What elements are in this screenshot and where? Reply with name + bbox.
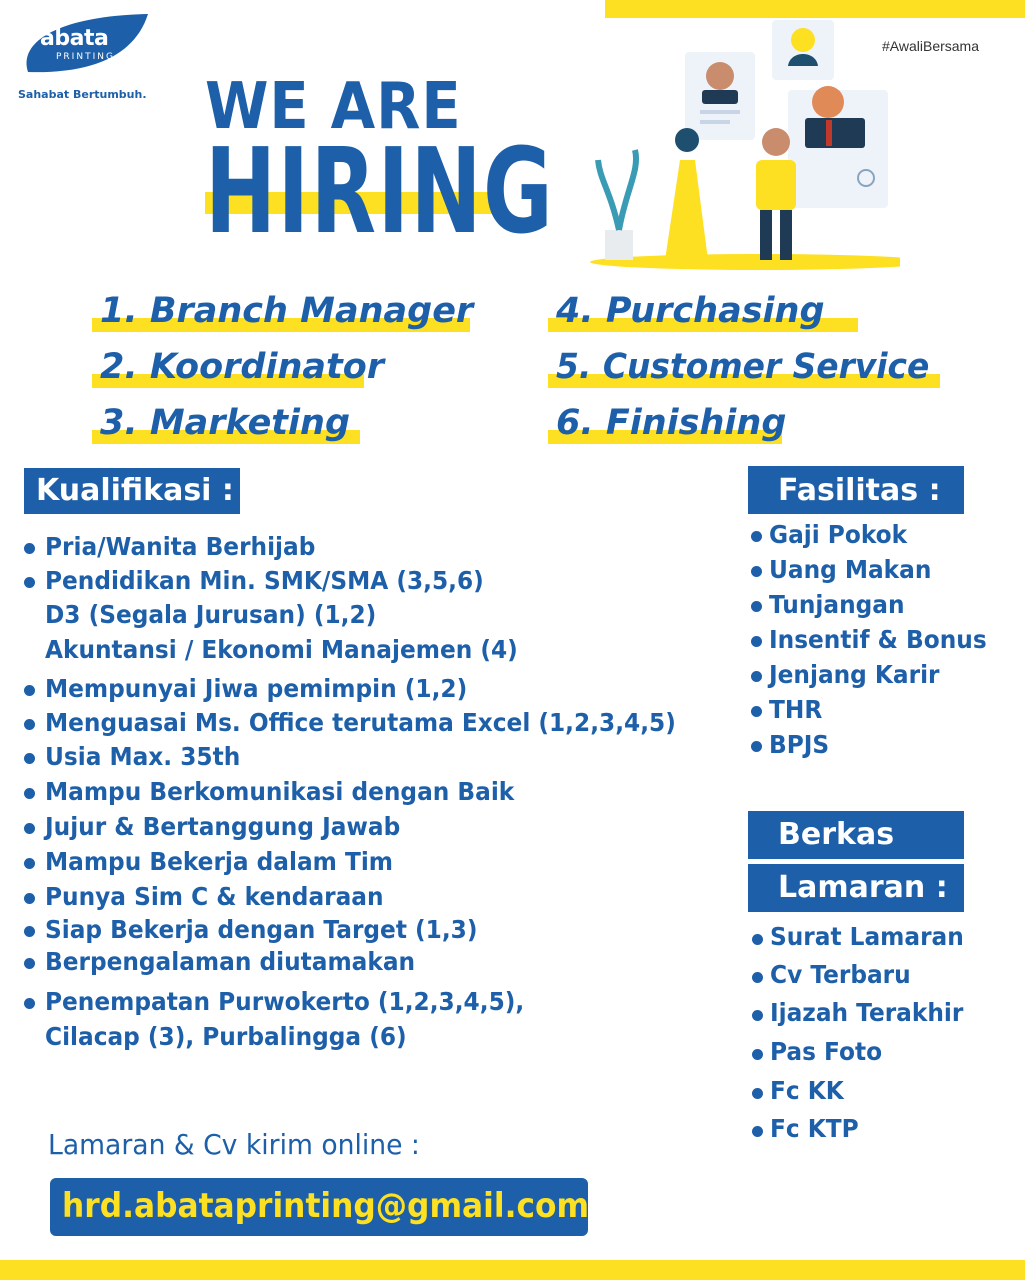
- bullet-icon: [751, 671, 762, 682]
- berkas-item: Fc KK: [770, 1076, 844, 1105]
- send-online-label: Lamaran & Cv kirim online :: [48, 1128, 420, 1161]
- bullet-icon: [24, 788, 35, 799]
- berkas-title-line2: Lamaran :: [778, 870, 948, 905]
- fasilitas-item: Tunjangan: [769, 590, 905, 619]
- bullet-icon: [24, 543, 35, 554]
- fasilitas-item: Uang Makan: [769, 555, 932, 584]
- bullet-icon: [24, 823, 35, 834]
- kualifikasi-item: Punya Sim C & kendaraan: [45, 882, 384, 911]
- headline-hiring: HIRING: [205, 122, 555, 260]
- fasilitas-item: BPJS: [769, 730, 830, 759]
- position-item: 6. Finishing: [556, 403, 787, 443]
- bullet-icon: [752, 972, 763, 983]
- position-item: 1. Branch Manager: [100, 291, 474, 331]
- berkas-title-line1: Berkas: [778, 817, 895, 852]
- bullet-icon: [752, 1010, 763, 1021]
- kualifikasi-item: Mempunyai Jiwa pemimpin (1,2): [45, 674, 468, 703]
- bullet-icon: [752, 1049, 763, 1060]
- kualifikasi-item: Pendidikan Min. SMK/SMA (3,5,6): [45, 566, 484, 595]
- bullet-icon: [752, 1088, 763, 1099]
- fasilitas-item: Gaji Pokok: [769, 520, 908, 549]
- kualifikasi-title: Kualifikasi :: [36, 473, 234, 508]
- kualifikasi-item: Menguasai Ms. Office terutama Excel (1,2,3,4,5): [45, 708, 676, 737]
- email-address[interactable]: hrd.abataprinting@gmail.com: [62, 1186, 590, 1226]
- kualifikasi-item: D3 (Segala Jurusan) (1,2): [45, 600, 377, 629]
- fasilitas-item: THR: [769, 695, 823, 724]
- bullet-icon: [751, 636, 762, 647]
- kualifikasi-item: Cilacap (3), Purbalingga (6): [45, 1022, 407, 1051]
- bullet-icon: [24, 719, 35, 730]
- bullet-icon: [751, 741, 762, 752]
- bullet-icon: [751, 531, 762, 542]
- bullet-icon: [24, 858, 35, 869]
- position-item: 4. Purchasing: [556, 291, 825, 331]
- logo-subtitle: PRINTING: [56, 52, 115, 62]
- bottom-accent-bar: [0, 1260, 1025, 1280]
- berkas-item: Surat Lamaran: [770, 922, 964, 951]
- berkas-item: Pas Foto: [770, 1037, 883, 1066]
- kualifikasi-item: Siap Bekerja dengan Target (1,3): [45, 915, 478, 944]
- kualifikasi-item: Akuntansi / Ekonomi Manajemen (4): [45, 635, 518, 664]
- logo-name: abata: [40, 26, 109, 51]
- position-item: 5. Customer Service: [556, 347, 930, 387]
- kualifikasi-item: Usia Max. 35th: [45, 742, 241, 771]
- bullet-icon: [24, 998, 35, 1009]
- bullet-icon: [752, 934, 763, 945]
- position-item: 2. Koordinator: [100, 347, 385, 387]
- fasilitas-item: Jenjang Karir: [769, 660, 940, 689]
- fasilitas-item: Insentif & Bonus: [769, 625, 987, 654]
- recruitment-illustration: [560, 10, 900, 275]
- bullet-icon: [752, 1126, 763, 1137]
- hashtag: #AwaliBersama: [882, 38, 980, 54]
- kualifikasi-item: Berpengalaman diutamakan: [45, 947, 416, 976]
- fasilitas-title: Fasilitas :: [778, 473, 941, 508]
- kualifikasi-item: Mampu Bekerja dalam Tim: [45, 847, 394, 876]
- kualifikasi-item: Pria/Wanita Berhijab: [45, 532, 316, 561]
- bullet-icon: [24, 926, 35, 937]
- bullet-icon: [24, 958, 35, 969]
- bullet-icon: [24, 685, 35, 696]
- bullet-icon: [24, 577, 35, 588]
- bullet-icon: [24, 893, 35, 904]
- berkas-item: Cv Terbaru: [770, 960, 911, 989]
- kualifikasi-item: Jujur & Bertanggung Jawab: [45, 812, 401, 841]
- bullet-icon: [751, 706, 762, 717]
- position-item: 3. Marketing: [100, 403, 351, 443]
- berkas-item: Fc KTP: [770, 1114, 859, 1143]
- kualifikasi-item: Mampu Berkomunikasi dengan Baik: [45, 777, 515, 806]
- bullet-icon: [24, 753, 35, 764]
- berkas-item: Ijazah Terakhir: [770, 998, 964, 1027]
- headline-we-are: WE ARE: [205, 70, 462, 144]
- kualifikasi-item: Penempatan Purwokerto (1,2,3,4,5),: [45, 987, 525, 1016]
- bullet-icon: [751, 566, 762, 577]
- bullet-icon: [751, 601, 762, 612]
- brand-tagline: Sahabat Bertumbuh.: [18, 88, 147, 101]
